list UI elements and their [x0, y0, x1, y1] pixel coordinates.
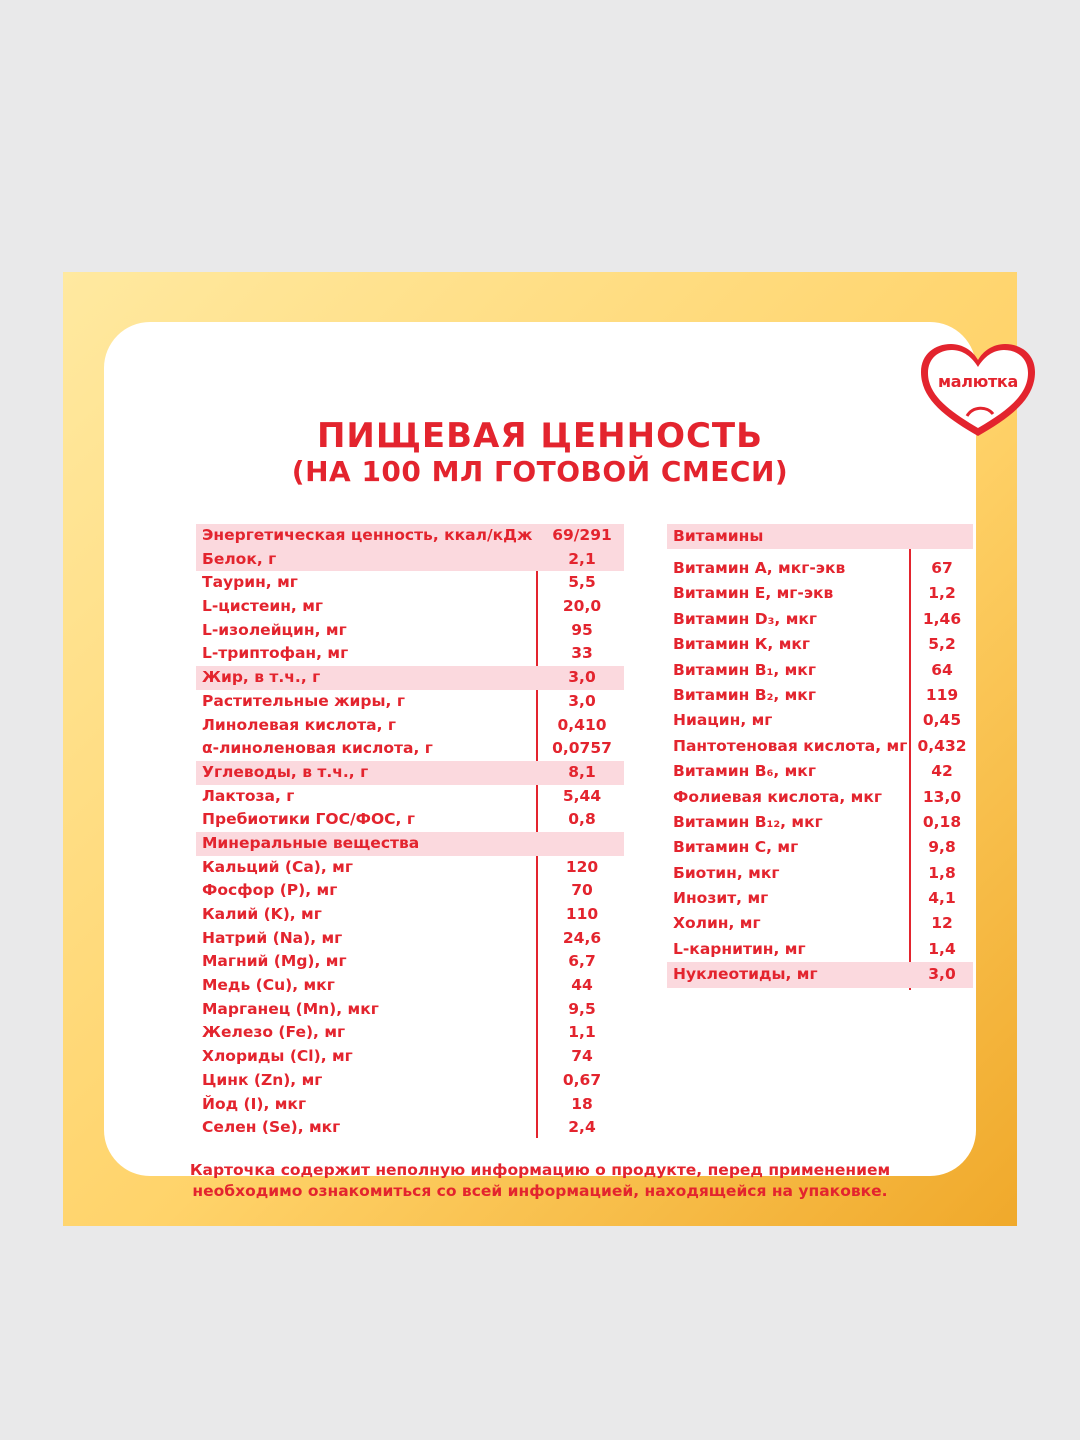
- nutrient-value: 13,0: [922, 787, 962, 806]
- table-row: [196, 1116, 624, 1140]
- nutrition-table-left: [196, 524, 624, 1140]
- nutrient-name: Витамин B₁₂, мкг: [673, 812, 823, 831]
- table-row: [667, 911, 973, 936]
- nutrient-name: L-изолейцин, мг: [202, 620, 347, 639]
- nutrient-value: 1,2: [928, 584, 956, 603]
- nutrient-value: 3,0: [568, 668, 596, 687]
- nutrient-name: α-линоленовая кислота, г: [202, 739, 433, 758]
- table-row: [667, 658, 973, 683]
- nutrient-name: Биотин, мкг: [673, 863, 780, 882]
- nutrient-value: 1,46: [922, 609, 962, 628]
- nutrient-name: Пребиотики ГОС/ФОС, г: [202, 810, 415, 829]
- nutrient-value: 2,1: [568, 549, 596, 568]
- table-row: [196, 619, 624, 643]
- nutrient-name: Витамин А, мкг-экв: [673, 559, 846, 577]
- nutrient-value: 0,18: [922, 812, 962, 831]
- nutrient-name: Энергетическая ценность, ккал/кДж: [202, 526, 533, 544]
- nutrient-value: 4,1: [928, 889, 956, 908]
- nutrient-value: 33: [571, 644, 593, 663]
- disclaimer-line-2: необходимо ознакомиться со всей информацией, находящейся на упаковке.: [192, 1182, 888, 1200]
- nutrient-name: Белок, г: [202, 549, 277, 568]
- vitamins-header-row: [667, 524, 973, 549]
- nutrient-value: 1,4: [928, 939, 956, 958]
- table-row: [196, 761, 624, 785]
- nutrient-value: 6,7: [568, 952, 596, 971]
- nutrient-name: Кальций (Ca), мг: [202, 857, 353, 876]
- table-row: [196, 690, 624, 714]
- nutrient-value: 20,0: [562, 597, 602, 616]
- nutrient-value: 12: [931, 914, 953, 933]
- nutrient-name: Витамин C, мг: [673, 838, 799, 857]
- table-row: [667, 886, 973, 911]
- nutrient-value: 1,1: [568, 1023, 596, 1042]
- table-row: [196, 950, 624, 974]
- nutrient-name: Фосфор (P), мг: [202, 881, 338, 900]
- nutrient-name: Линолевая кислота, г: [202, 715, 396, 734]
- nutrient-value: 0,8: [568, 810, 596, 829]
- nutrient-value: 74: [571, 1047, 593, 1066]
- table-row: [196, 737, 624, 761]
- disclaimer: [104, 1160, 976, 1202]
- vitamins-header: Витамины: [673, 527, 764, 545]
- brand-name: малютка: [938, 372, 1018, 391]
- table-row: [196, 714, 624, 738]
- table-row: [667, 683, 973, 708]
- nutrient-value: 70: [571, 881, 593, 900]
- nutrient-name: Витамин D₃, мкг: [673, 609, 817, 628]
- table-row: [196, 1045, 624, 1069]
- nutrient-name: L-карнитин, мг: [673, 939, 806, 958]
- nutrient-name: Медь (Cu), мкг: [202, 976, 335, 995]
- nutrient-name: Растительные жиры, г: [202, 691, 405, 710]
- nutrient-value: 5,2: [928, 635, 956, 654]
- table-row: [196, 1021, 624, 1045]
- nutrient-name: Хлориды (Cl), мг: [202, 1047, 353, 1066]
- table-row: [196, 548, 624, 572]
- table-row: [667, 962, 973, 987]
- table-row: [196, 998, 624, 1022]
- nutrient-value: 67: [931, 559, 953, 577]
- nutrient-value: 5,5: [568, 573, 596, 592]
- table-row: [196, 879, 624, 903]
- table-row: [196, 785, 624, 809]
- table-row: [667, 607, 973, 632]
- nutrient-value: 64: [931, 660, 953, 679]
- nutrient-value: 24,6: [562, 928, 602, 947]
- table-row: [667, 785, 973, 810]
- title-sub: (НА 100 МЛ ГОТОВОЙ СМЕСИ): [291, 455, 789, 488]
- nutrient-value: 0,0757: [552, 739, 612, 758]
- nutrient-name: Таурин, мг: [202, 573, 298, 592]
- table-row: [196, 571, 624, 595]
- nutrient-value: 119: [925, 685, 959, 704]
- nutrient-name: Йод (I), мкг: [202, 1094, 307, 1113]
- nutrient-name: Нуклеотиды, мг: [673, 965, 818, 984]
- nutrient-name: L-триптофан, мг: [202, 644, 349, 663]
- disclaimer-line-1: Карточка содержит неполную информацию о продукте, перед применением: [189, 1161, 891, 1179]
- table-row: [667, 937, 973, 962]
- nutrient-name: Железо (Fe), мг: [202, 1023, 346, 1042]
- nutrient-value: 18: [571, 1094, 593, 1113]
- table-row: [667, 759, 973, 784]
- nutrient-value: 3,0: [568, 691, 596, 710]
- nutrient-value: 1,8: [928, 863, 956, 882]
- table-row: [667, 632, 973, 657]
- nutrient-value: 95: [571, 620, 593, 639]
- nutrient-value: 44: [571, 976, 593, 995]
- vitamins-table: [667, 524, 973, 988]
- nutrient-value: 0,410: [557, 715, 607, 734]
- table-row: [667, 581, 973, 606]
- table-row: [667, 810, 973, 835]
- nutrient-value: 110: [565, 905, 599, 923]
- nutrient-name: Холин, мг: [673, 914, 761, 933]
- nutrient-name: Лактоза, г: [202, 786, 295, 805]
- nutrient-name: Марганец (Mn), мкг: [202, 999, 379, 1018]
- nutrient-value: 120: [565, 857, 599, 876]
- nutrient-value: 3,0: [928, 965, 956, 984]
- nutrient-name: Жир, в т.ч., г: [202, 668, 321, 687]
- nutrient-name: Магний (Mg), мг: [202, 952, 347, 971]
- table-row: [667, 708, 973, 733]
- nutrient-name: Инозит, мг: [673, 889, 769, 908]
- table-row: [196, 1069, 624, 1093]
- nutrient-value: 5,44: [562, 786, 602, 805]
- nutrient-value: 42: [931, 762, 953, 781]
- nutrient-value: 8,1: [568, 762, 596, 781]
- nutrition-card: [104, 322, 1018, 1200]
- nutrient-value: 9,8: [928, 838, 956, 857]
- nutrient-name: Селен (Se), мкг: [202, 1118, 341, 1137]
- nutrient-name: Углеводы, в т.ч., г: [202, 762, 369, 781]
- product-banner: [63, 272, 1017, 1226]
- nutrient-name: Цинк (Zn), мг: [202, 1070, 323, 1089]
- nutrient-value: 69/291: [552, 526, 612, 544]
- nutrient-value: 0,45: [922, 711, 962, 730]
- nutrient-name: Фолиевая кислота, мкг: [673, 787, 882, 806]
- nutrient-value: 2,4: [568, 1118, 596, 1137]
- nutrient-name: Витамин B₆, мкг: [673, 762, 816, 781]
- table-row: [196, 927, 624, 951]
- nutrient-name: Витамин К, мкг: [673, 635, 810, 654]
- table-row: [667, 835, 973, 860]
- nutrient-name: Калий (K), мг: [202, 905, 322, 923]
- table-row: [196, 1093, 624, 1117]
- nutrient-name: Ниацин, мг: [673, 711, 773, 730]
- table-row: [196, 595, 624, 619]
- table-row: [196, 832, 624, 856]
- table-row: [196, 856, 624, 880]
- table-row: [196, 974, 624, 998]
- page-title: [104, 418, 976, 490]
- table-row: [196, 642, 624, 666]
- nutrient-value: 0,67: [562, 1070, 602, 1089]
- nutrient-name: Витамин B₂, мкг: [673, 685, 816, 704]
- table-row: [196, 666, 624, 690]
- title-main: ПИЩЕВАЯ ЦЕННОСТЬ: [316, 416, 764, 456]
- table-row: [667, 556, 973, 581]
- nutrient-name: Пантотеновая кислота, мг: [673, 736, 908, 755]
- table-row: [196, 808, 624, 832]
- nutrient-name: Минеральные вещества: [202, 833, 420, 852]
- nutrient-value: 9,5: [568, 999, 596, 1018]
- table-row: [667, 734, 973, 759]
- nutrient-name: Натрий (Na), мг: [202, 928, 343, 947]
- table-row: [196, 903, 624, 927]
- nutrient-name: Витамин Е, мг-экв: [673, 584, 834, 603]
- table-row: [667, 861, 973, 886]
- nutrient-value: 0,432: [917, 736, 967, 755]
- nutrient-name: L-цистеин, мг: [202, 597, 323, 616]
- table-row: [196, 524, 624, 548]
- nutrient-name: Витамин B₁, мкг: [673, 660, 816, 679]
